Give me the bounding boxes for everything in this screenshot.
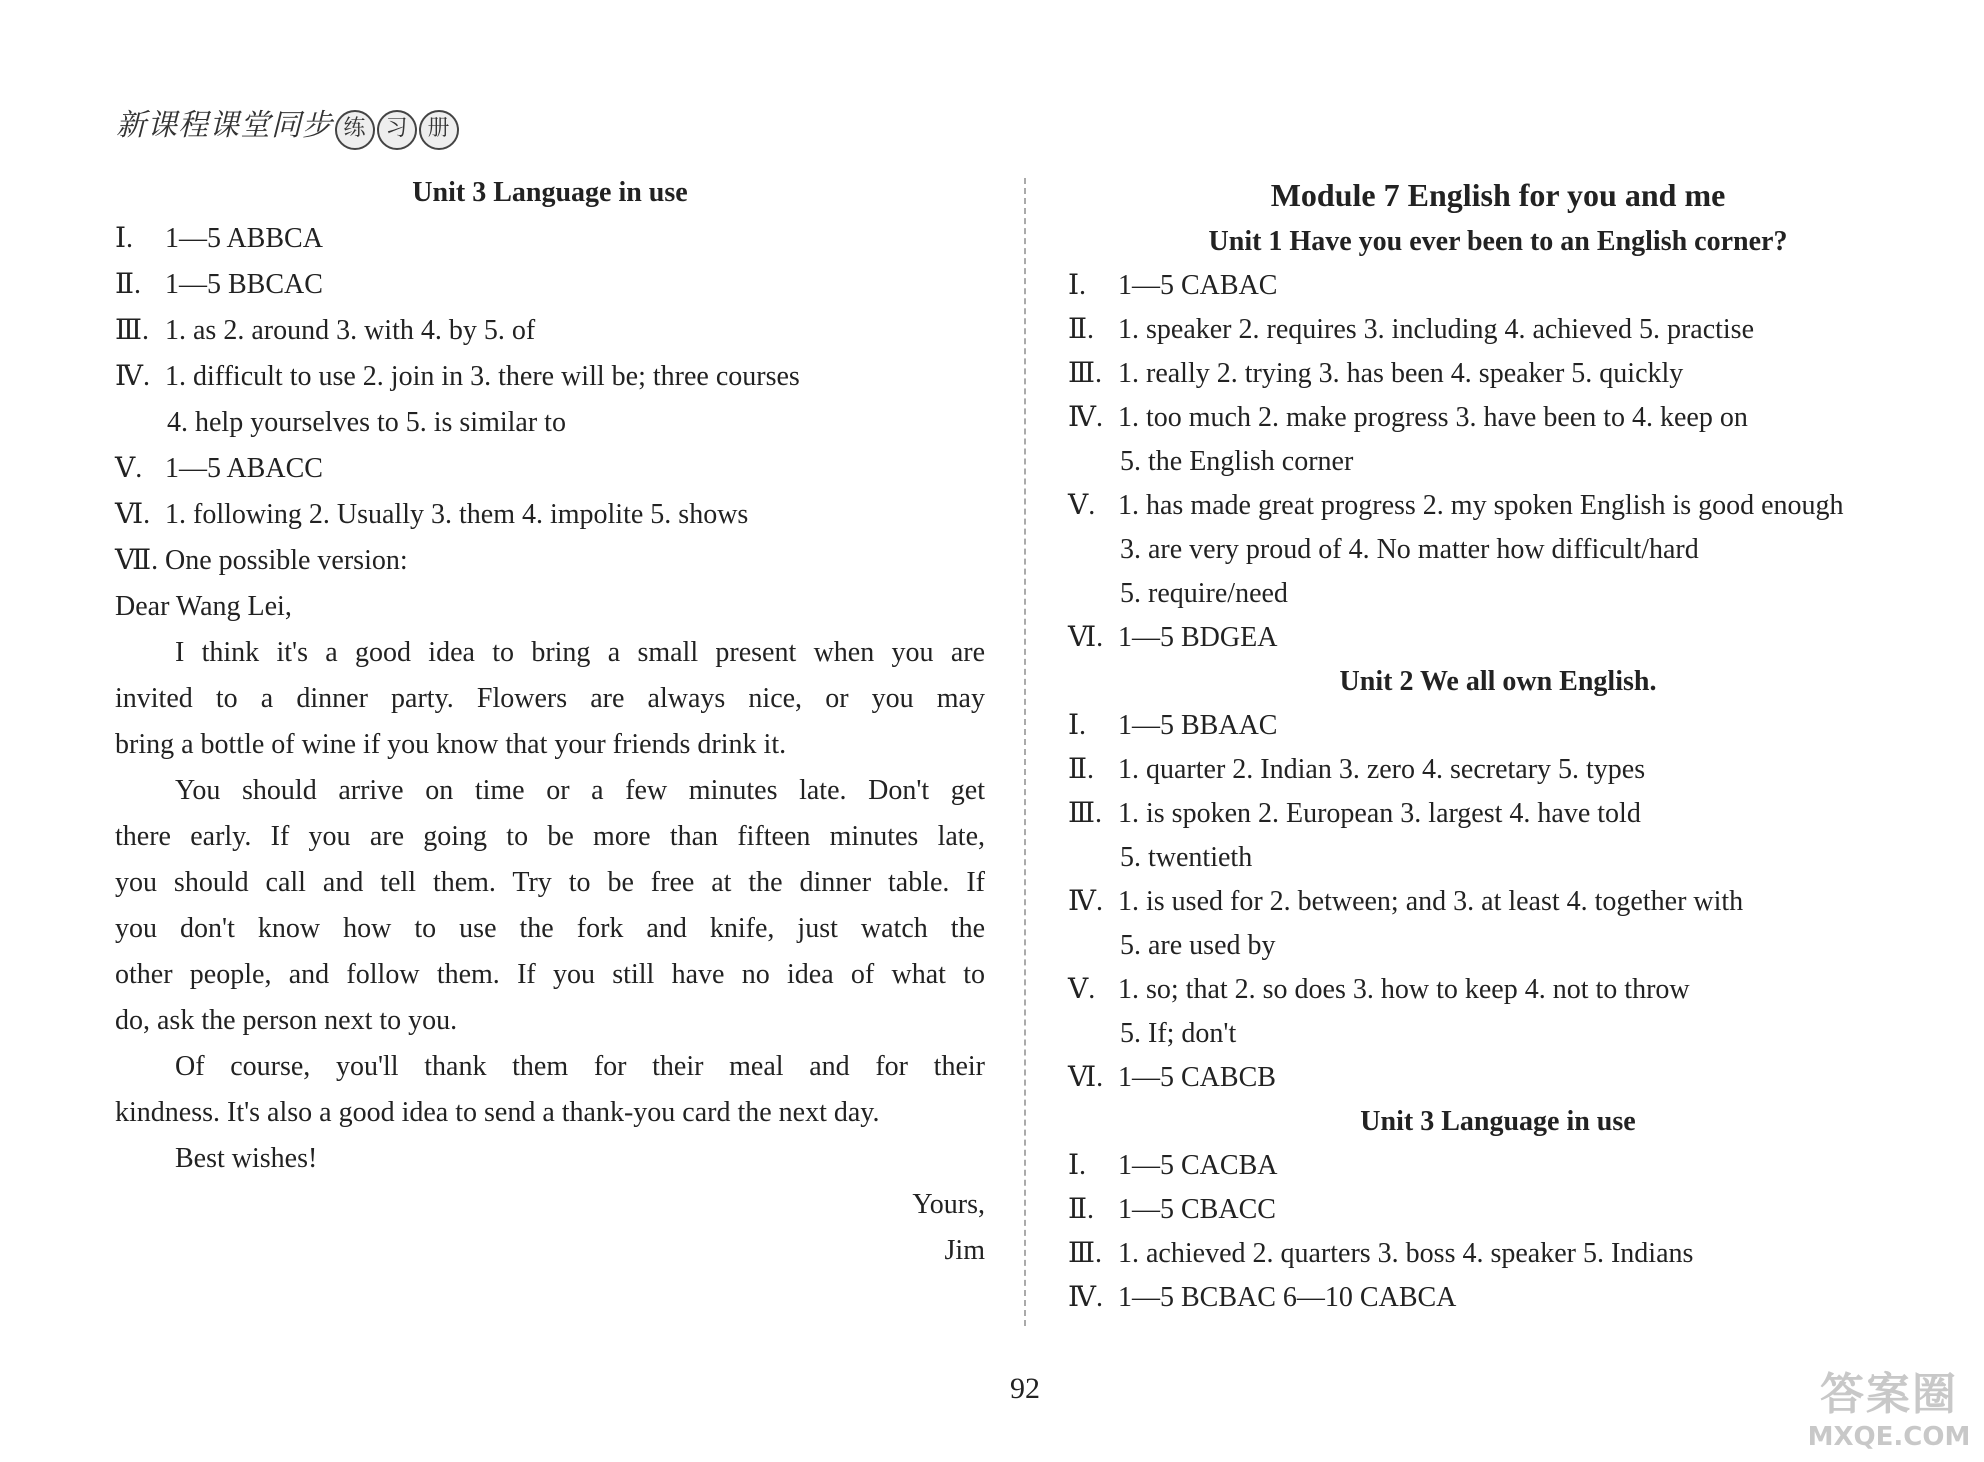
answer-line — [1068, 528, 1928, 572]
section-number: Ⅰ. — [115, 223, 134, 254]
answer-text: 1. following 2. Usually 3. them 4. impolite 5. shows — [165, 499, 749, 530]
answer-line — [115, 308, 985, 354]
answer-line — [1068, 880, 1928, 924]
answer-text: 1—5 CABAC — [1118, 270, 1278, 301]
answer-text: 1. has made great progress 2. my spoken English is good enough — [1118, 490, 1844, 521]
answer-text: 4. help yourselves to 5. is similar to — [167, 407, 566, 438]
answer-line — [115, 262, 985, 308]
section-number: Ⅲ. — [1068, 1238, 1103, 1269]
site-watermark — [1804, 1358, 1974, 1458]
answer-text: 5. If; don't — [1120, 1018, 1237, 1049]
answer-text: 1—5 ABBCA — [165, 223, 323, 254]
answer-line — [1068, 748, 1928, 792]
answer-line — [1068, 440, 1928, 484]
letter-paragraph-line: bring a bottle of wine if you know that your friends drink it. — [115, 729, 787, 760]
answer-text: 1—5 BCBAC 6—10 CABCA — [1118, 1282, 1457, 1313]
answer-text: 1. too much 2. make progress 3. have been to 4. keep on — [1118, 402, 1748, 433]
section-number: Ⅵ. — [1068, 622, 1104, 653]
section-number: Ⅵ. — [115, 499, 151, 530]
section-number: Ⅵ. — [1068, 1062, 1104, 1093]
book-series-logo — [116, 100, 459, 150]
answer-line — [115, 446, 985, 492]
section-number: Ⅳ. — [115, 361, 150, 392]
answer-line — [115, 216, 985, 262]
section-number: Ⅰ. — [1068, 270, 1087, 301]
logo-badge-3: 册 — [419, 110, 459, 150]
answer-text: 1—5 CABCB — [1118, 1062, 1276, 1093]
answer-line — [1068, 1232, 1928, 1276]
unit-title: Unit 2 We all own English. — [1339, 666, 1657, 697]
answer-text: 1—5 CBACC — [1118, 1194, 1276, 1225]
answer-line — [1068, 704, 1928, 748]
unit-title: Unit 3 Language in use — [1360, 1106, 1636, 1137]
section-number: Ⅱ. — [1068, 754, 1095, 785]
section-number: Ⅲ. — [1068, 798, 1103, 829]
section-number: Ⅴ. — [1068, 490, 1096, 521]
answer-line — [1068, 792, 1928, 836]
letter-paragraph-line: invited to a dinner party. Flowers are always nice, or you may — [115, 683, 985, 714]
answer-line — [1068, 1012, 1928, 1056]
answer-line — [115, 354, 985, 400]
answer-text: 3. are very proud of 4. No matter how difficult/hard — [1120, 534, 1699, 565]
letter-closing: Best wishes! — [175, 1143, 318, 1174]
answer-text: 1—5 BBAAC — [1118, 710, 1278, 741]
right-column — [1068, 170, 1928, 1320]
logo-badge-2: 习 — [377, 110, 417, 150]
letter-paragraph-line: kindness. It's also a good idea to send a thank-you card the next day. — [115, 1097, 880, 1128]
logo-badge-1: 练 — [335, 110, 375, 150]
answer-text: 5. require/need — [1120, 578, 1288, 609]
letter-paragraph-line: you don't know how to use the fork and knife, just watch the — [115, 913, 985, 944]
letter-paragraph-line: I think it's a good idea to bring a small present when you are — [175, 637, 985, 668]
answer-text: One possible version: — [165, 545, 408, 576]
answer-text: 1. really 2. trying 3. has been 4. speaker 5. quickly — [1118, 358, 1684, 389]
answer-text: 1. as 2. around 3. with 4. by 5. of — [165, 315, 536, 346]
watermark-logo-text: 答案圈 — [1820, 1369, 1958, 1420]
answer-line — [1068, 484, 1928, 528]
answer-line — [1068, 396, 1928, 440]
answer-line — [1068, 924, 1928, 968]
section-number: Ⅰ. — [1068, 710, 1087, 741]
answer-line — [1068, 836, 1928, 880]
answer-line — [1068, 572, 1928, 616]
answer-text: 1. speaker 2. requires 3. including 4. achieved 5. practise — [1118, 314, 1755, 345]
section-number: Ⅶ. — [115, 545, 159, 576]
column-divider — [1024, 178, 1026, 1326]
section-number: Ⅳ. — [1068, 402, 1103, 433]
letter-paragraph-line: there early. If you are going to be more than fifteen minutes late, — [115, 821, 985, 852]
letter-signature: Jim — [944, 1235, 985, 1266]
answer-line — [1068, 1276, 1928, 1320]
answer-text: 1. is spoken 2. European 3. largest 4. have told — [1118, 798, 1641, 829]
section-number: Ⅱ. — [115, 269, 142, 300]
unit-title: Unit 3 Language in use — [412, 177, 688, 208]
answer-text: 5. are used by — [1120, 930, 1276, 961]
logo-text: 新课程课堂同步 — [116, 108, 333, 143]
answer-text: 1. difficult to use 2. join in 3. there will be; three courses — [165, 361, 800, 392]
answer-text: 1. quarter 2. Indian 3. zero 4. secretary 5. types — [1118, 754, 1646, 785]
answer-text: 1—5 CACBA — [1118, 1150, 1278, 1181]
answer-line — [1068, 352, 1928, 396]
answer-line — [1068, 968, 1928, 1012]
section-number: Ⅳ. — [1068, 886, 1103, 917]
answer-line — [1068, 1188, 1928, 1232]
answer-text: 1. so; that 2. so does 3. how to keep 4. not to throw — [1118, 974, 1690, 1005]
module-title: Module 7 English for you and me — [1270, 177, 1726, 213]
answer-line — [115, 538, 985, 584]
letter-paragraph-line: other people, and follow them. If you still have no idea of what to — [115, 959, 985, 990]
answer-text: 1—5 BBCAC — [165, 269, 323, 300]
answer-text: 5. twentieth — [1120, 842, 1253, 873]
letter-greeting: Dear Wang Lei, — [115, 591, 292, 622]
answer-text: 1. is used for 2. between; and 3. at least 4. together with — [1118, 886, 1744, 917]
answer-text: 1—5 BDGEA — [1118, 622, 1278, 653]
section-number: Ⅱ. — [1068, 1194, 1095, 1225]
section-number: Ⅲ. — [115, 315, 150, 346]
answer-line — [1068, 308, 1928, 352]
answer-line — [115, 492, 985, 538]
section-number: Ⅱ. — [1068, 314, 1095, 345]
answer-line — [1068, 1144, 1928, 1188]
answer-line — [1068, 264, 1928, 308]
page-number: 92 — [1010, 1372, 1040, 1405]
answer-line — [1068, 1056, 1928, 1100]
section-number: Ⅴ. — [115, 453, 143, 484]
answer-line — [1068, 616, 1928, 660]
letter-paragraph-line: Of course, you'll thank them for their meal and for their — [175, 1051, 985, 1082]
letter-paragraph-line: You should arrive on time or a few minutes late. Don't get — [175, 775, 985, 806]
letter-paragraph-line: you should call and tell them. Try to be free at the dinner table. If — [115, 867, 985, 898]
watermark-url: MXQE.COM — [1807, 1422, 1971, 1452]
section-number: Ⅲ. — [1068, 358, 1103, 389]
section-number: Ⅰ. — [1068, 1150, 1087, 1181]
answer-text: 1—5 ABACC — [165, 453, 323, 484]
answer-line — [115, 400, 985, 446]
unit-title: Unit 1 Have you ever been to an English corner? — [1208, 226, 1788, 257]
letter-paragraph-line: do, ask the person next to you. — [115, 1005, 458, 1036]
left-column — [115, 170, 985, 1274]
section-number: Ⅳ. — [1068, 1282, 1103, 1313]
answer-text: 1. achieved 2. quarters 3. boss 4. speaker 5. Indians — [1118, 1238, 1694, 1269]
answer-text: 5. the English corner — [1120, 446, 1354, 477]
letter-yours: Yours, — [912, 1189, 985, 1220]
section-number: Ⅴ. — [1068, 974, 1096, 1005]
